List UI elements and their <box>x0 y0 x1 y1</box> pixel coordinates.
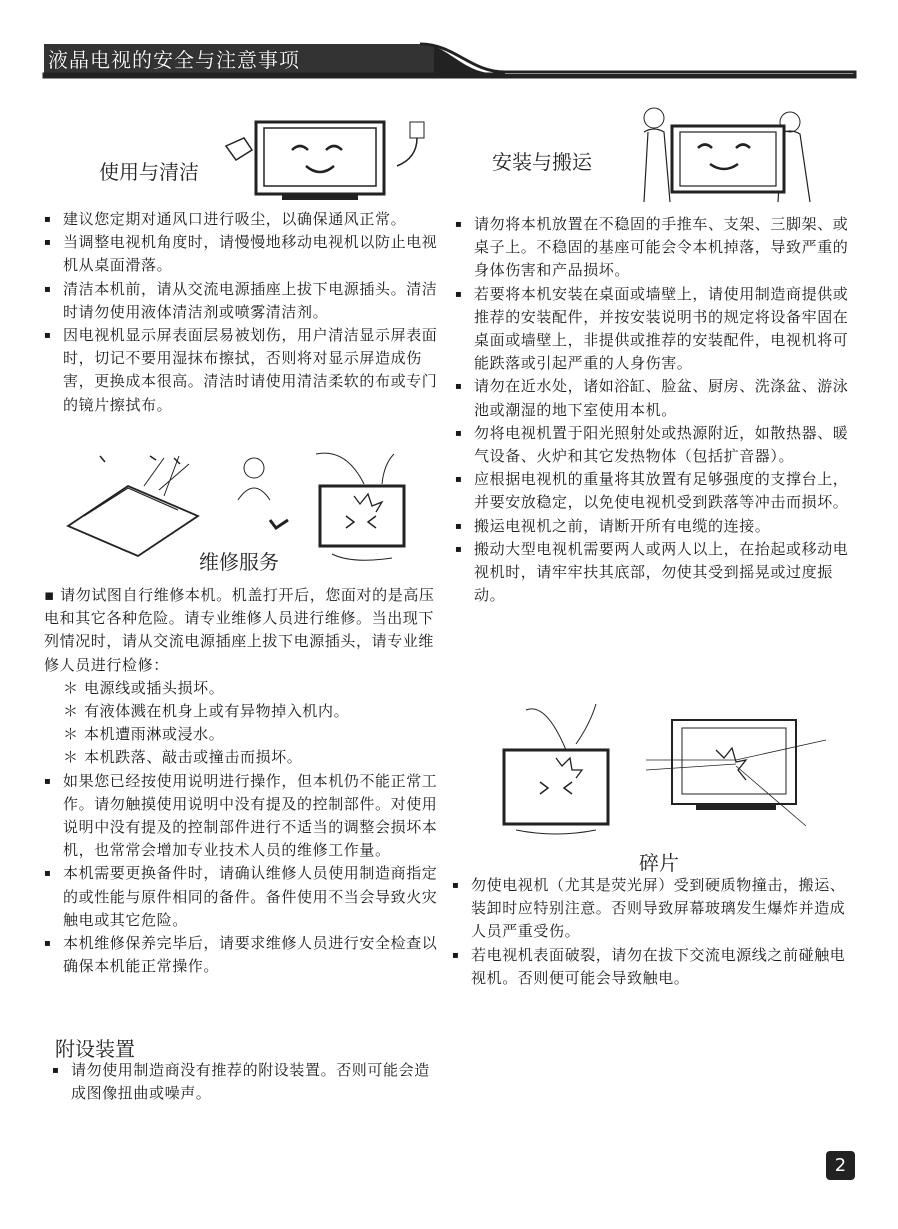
page-header-title: 液晶电视的安全与注意事项 <box>48 48 300 72</box>
sub-item: ＊ 电源线或插头损坏。 <box>63 678 225 697</box>
list-item: ▪ 建议您定期对通风口进行吸尘，以确保通风正常。 <box>44 208 444 231</box>
repair-list <box>44 584 442 978</box>
section-title-install-move: 安装与搬运 <box>492 150 592 174</box>
page-number: 2 <box>826 1151 855 1180</box>
list-item: ▪ 若要将本机安装在桌面或墙壁上，请使用制造商提供或推荐的安装配件，并按安装说明书的规定将设备牢固在桌面或墙壁上，非提供或推荐的安装配件，电视机将可能跌落或引起严重的人身伤害。 <box>455 283 851 376</box>
install-move-list <box>455 213 851 607</box>
list-item: ▪ 勿将电视机置于阳光照射处或热源附近，如散热器、暖气设备、火炉和其它发热物体（包括扩音器）。 <box>455 422 851 468</box>
fragments-list <box>452 874 848 990</box>
section-title-use-clean: 使用与清洁 <box>99 160 199 184</box>
list-item: ▪ 本机需要更换备件时，请确认维修人员使用制造商指定的或性能与原件相同的备件。备件使用不当会导致火灾触电或其它危险。 <box>44 862 442 932</box>
broken-screen-illustration <box>496 700 836 840</box>
list-item: ▪ 若电视机表面破裂，请勿在拔下交流电源线之前碰触电视机。否则便可能会导致触电。 <box>452 944 848 990</box>
list-item: ▪ 搬动大型电视机需要两人或两人以上，在抬起或移动电视机时，请牢牢扶其底部，勿使其受到摇晃或过度振动。 <box>455 538 851 608</box>
list-item: ▪ 请勿在近水处，诸如浴缸、脸盆、厨房、洗涤盆、游泳池或潮湿的地下室使用本机。 <box>455 375 851 421</box>
repair-intro: ▪ 请勿试图自行维修本机。机盖打开后，您面对的是高压电和其它各种危险。请专业维修人员进行维修。当出现下列情况时，请从交流电源插座上拔下电源插头，请专业维修人员进行检修： <box>44 586 435 674</box>
tv-carrying-illustration <box>632 104 842 204</box>
list-item: ▪ 应根据电视机的重量将其放置有足够强度的支撑台上，并要安放稳定，以免使电视机受到跌落等冲击而损坏。 <box>455 468 851 514</box>
list-item: ▪ 搬运电视机之前，请断开所有电缆的连接。 <box>455 515 851 538</box>
sub-item: ＊ 有液体溅在机身上或有异物掉入机内。 <box>63 702 350 721</box>
list-item: ▪ 本机维修保养完毕后，请要求维修人员进行安全检查以确保本机能正常操作。 <box>44 932 442 978</box>
list-item: ▪ 如果您已经按使用说明进行操作，但本机仍不能正常工作。请勿触摸使用说明中没有提及的控制部件。对使用说明中没有提及的控制部件进行不适当的调整会损坏本机，也常常会增加专业技术人员的维修工作量。 <box>44 770 442 863</box>
accessories-list <box>52 1059 432 1105</box>
list-item: ▪ 勿使电视机（尤其是荧光屏）受到硬质物撞击，搬运、装卸时应特别注意。否则导致屏幕玻璃发生爆炸并造成人员严重受伤。 <box>452 874 848 944</box>
list-item: ▪ 请勿将本机放置在不稳固的手推车、支架、三脚架、或桌子上。不稳固的基座可能会令本机掉落，导致严重的身体伤害和产品损坏。 <box>455 213 851 283</box>
list-item: ▪ 请勿使用制造商没有推荐的附设装置。否则可能会造成图像扭曲或噪声。 <box>52 1059 432 1105</box>
sub-item: ＊ 本机跌落、敲击或撞击而损坏。 <box>63 748 303 767</box>
sub-item: ＊ 本机遭雨淋或浸水。 <box>63 725 225 744</box>
use-clean-list <box>44 208 444 417</box>
list-item: ▪ 因电视机显示屏表面层易被划伤，用户清洁显示屏表面时，切记不要用湿抹布擦拭，否则将对显示屏造成伤害，更换成本很高。清洁时请使用清洁柔软的布或专门的镜片擦拭布。 <box>44 324 444 417</box>
list-item: ▪ 清洁本机前，请从交流电源插座上拔下电源插头。清洁时请勿使用液体清洁剂或喷雾清洁剂。 <box>44 278 444 324</box>
section-title-repair: 维修服务 <box>199 550 279 574</box>
section-title-accessories: 附设装置 <box>55 1037 135 1061</box>
section-title-fragments: 碎片 <box>639 851 679 875</box>
list-item: ▪ 当调整电视机角度时，请慢慢地移动电视机以防止电视机从桌面滑落。 <box>44 231 444 277</box>
tv-cleaning-illustration <box>222 116 432 204</box>
